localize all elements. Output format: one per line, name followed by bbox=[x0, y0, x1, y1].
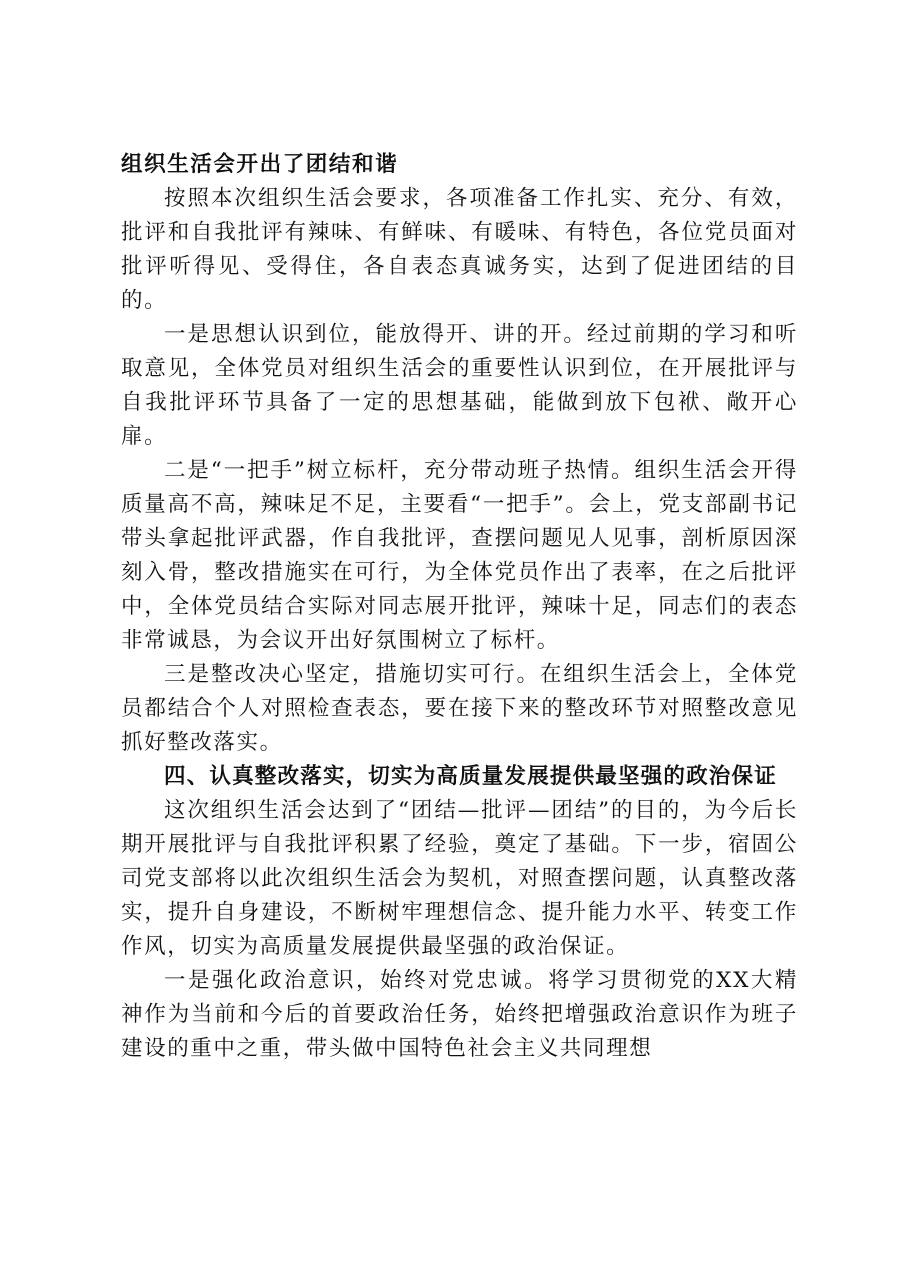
paragraph-point-1: 一是思想认识到位，能放得开、讲的开。经过前期的学习和听取意见，全体党员对组织生活会的重要性认识到位，在开展批评与自我批评环节具备了一定的思想基础，能做到放下包袱、敞开心扉。 bbox=[121, 322, 798, 449]
paragraph-summary: 按照本次组织生活会要求，各项准备工作扎实、充分、有效，批评和自我批评有辣味、有鲜味、有暖味、有特色，各位党员面对批评听得见、受得住，各自表态真诚务实，达到了促进团结的目的。 bbox=[121, 186, 798, 313]
section-title: 组织生活会开出了团结和谐 bbox=[121, 152, 399, 177]
paragraph-point-2: 二是“一把手”树立标杆，充分带动班子热情。组织生活会开得质量高不高，辣味足不足，主要看“一把手”。会上，党支部副书记带头拿起批评武器，作自我批评，查摆问题见人见事，剖析原因深刻入骨，整改措施实在可行，为全体党员作出了表率，在之后批评中，全体党员结合实际对同志展开批评，辣味十足，同志们的表态非常诚恳，为会议开出好氛围树立了标杆。 bbox=[121, 458, 798, 653]
paragraph-step-1: 一是强化政治意识，始终对党忠诚。将学习贯彻党的XX大精神作为当前和今后的首要政治任务，始终把增强政治意识作为班子建设的重中之重，带头做中国特色社会主义共同理想 bbox=[121, 968, 798, 1061]
paragraph-next-steps: 这次组织生活会达到了“团结—批评—团结”的目的，为今后长期开展批评与自我批评积累了经验，奠定了基础。下一步，宿固公司党支部将以此次组织生活会为契机，对照查摆问题，认真整改落实，提升自身建设，不断树牢理想信念、提升能力水平、转变工作作风，切实为高质量发展提供最坚强的政治保证。 bbox=[121, 798, 798, 959]
paragraph-point-3: 三是整改决心坚定，措施切实可行。在组织生活会上，全体党员都结合个人对照检查表态，要在接下来的整改环节对照整改意见抓好整改落实。 bbox=[121, 662, 798, 755]
section-heading-4: 四、认真整改落实，切实为高质量发展提供最坚强的政治保证 bbox=[164, 764, 777, 789]
document-page bbox=[121, 148, 798, 1066]
